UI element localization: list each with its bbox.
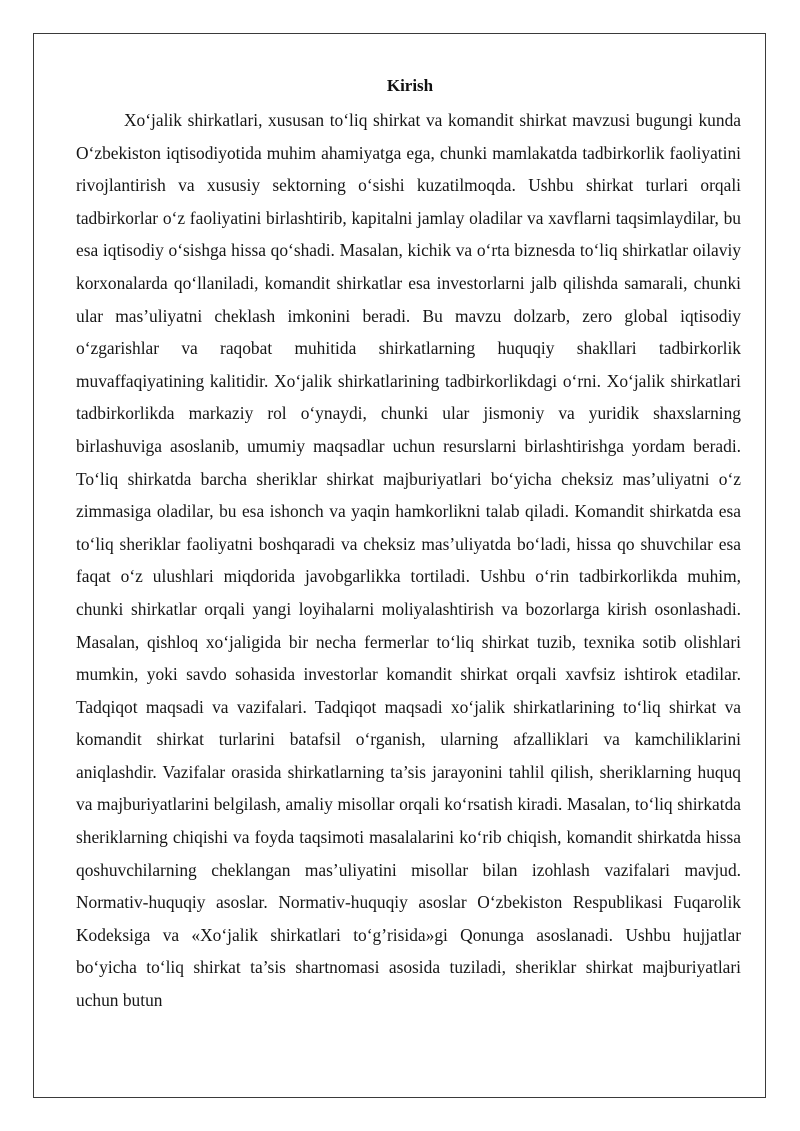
document-body-paragraph: Xo‘jalik shirkatlari, xususan to‘liq shirkat va komandit shirkat mavzusi bugungi kunda O‘zbekiston iqtisodiyotida muhim ahamiyatga ega, chunki mamlakatda tadbirkorlik faoliyatini rivojlantirish va xususiy sektorning o‘sishi kuzatilmoqda. Ushbu shirkat turlari orqali tadbirkorlar o‘z faoliyatini birlashtirib, kapitalni jamlay oladilar va xavflarni taqsimlaydilar, bu esa iqtisodiy o‘sishga hissa qo‘shadi. Masalan, kichik va o‘rta biznesda to‘liq shirkatlar oilaviy korxonalarda qo‘llaniladi, komandit shirkatlar esa investorlarni jalb qilishda samarali, chunki ular mas’uliyatni cheklash imkonini beradi. Bu mavzu dolzarb, zero global iqtisodiy o‘zgarishlar va raqobat muhitida shirkatlarning huquqiy shakllari tadbirkorlik muvaffaqiyatining kalitidir. Xo‘jalik shirkatlarining tadbirkorlikdagi o‘rni. Xo‘jalik shirkatlari tadbirkorlikda markaziy rol o‘ynaydi, chunki ular jismoniy va yuridik shaxslarning birlashuviga asoslanib, umumiy maqsadlar uchun resurslarni birlashtirishga yordam beradi. To‘liq shirkatda barcha sheriklar shirkat majburiyatlari bo‘yicha cheksiz mas’uliyatni o‘z zimmasiga oladilar, bu esa ishonch va yaqin hamkorlikni talab qiladi. Komandit shirkatda esa to‘liq sheriklar faoliyatni boshqaradi va cheksiz mas’uliyatda bo‘ladi, hissa qo shuvchilar esa faqat o‘z ulushlari miqdorida javobgarlikka tortiladi. Ushbu o‘rin tadbirkorlikda muhim, chunki shirkatlar orqali yangi loyihalarni moliyalashtirish va bozorlarga kirish osonlashadi. Masalan, qishloq xo‘jaligida bir necha fermerlar to‘liq shirkat tuzib, texnika sotib olishlari mumkin, yoki savdo sohasida investorlar komandit shirkat orqali xavfsiz ishtirok etadilar. Tadqiqot maqsadi va vazifalari. Tadqiqot maqsadi xo‘jalik shirkatlarining to‘liq shirkat va komandit shirkat turlarini batafsil o‘rganish, ularning afzalliklari va kamchiliklarini aniqlashdir. Vazifalar orasida shirkatlarning ta’sis jarayonini tahlil qilish, sheriklarning huquq va majburiyatlarini belgilash, amaliy misollar orqali ko‘rsatish kiradi. Masalan, to‘liq shirkatda sheriklarning chiqishi va foyda taqsimoti masalalarini ko‘rib chiqish, komandit shirkatda hissa qoshuvchilarning cheklangan mas’uliyatini misollar bilan izohlash vazifalari mavjud. Normativ-huquqiy asoslar. Normativ-huquqiy asoslar O‘zbekiston Respublikasi Fuqarolik Kodeksiga va «Xo‘jalik shirkatlari to‘g’risida»gi Qonunga asoslanadi. Ushbu hujjatlar bo‘yicha to‘liq shirkat ta’sis shartnomasi asosida tuziladi, sheriklar shirkat majburiyatlari uchun butun <box>76 110 741 1011</box>
document-title: Kirish <box>386 76 434 95</box>
